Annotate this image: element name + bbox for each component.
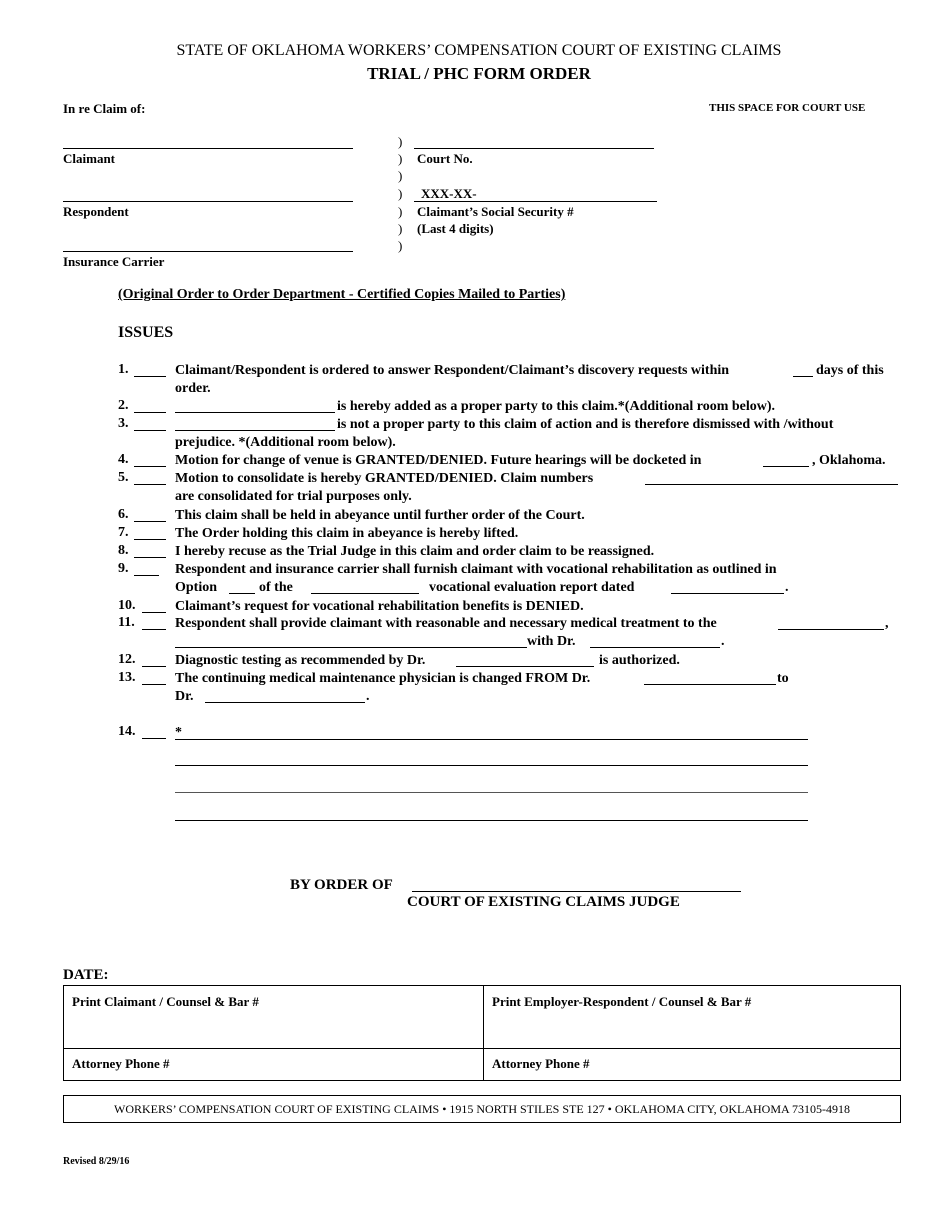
issue-13-check[interactable] [142, 684, 166, 685]
issue-12-text: Diagnostic testing as recommended by Dr. [175, 653, 426, 668]
issue-number: 7. [118, 525, 129, 540]
judge-title: COURT OF EXISTING CLAIMS JUDGE [407, 894, 680, 910]
by-order-label: BY ORDER OF [290, 877, 393, 893]
court-address-footer: WORKERS’ COMPENSATION COURT OF EXISTING CLAIMS • 1915 NORTH STILES STE 127 • OKLAHOMA CITY, OKLAHOMA 73105-4918 [63, 1095, 901, 1123]
additional-room-line-2[interactable] [175, 765, 808, 766]
caption-paren: ) [398, 168, 403, 183]
issue-9-report-label: vocational evaluation report dated [429, 580, 635, 595]
issue-number: 9. [118, 561, 129, 576]
issue-11-provider-field[interactable] [175, 647, 527, 648]
insurance-carrier-field[interactable] [63, 251, 353, 252]
issue-number: 13. [118, 670, 136, 685]
claimant-phone-cell[interactable] [64, 1049, 484, 1081]
issue-1-text-cont: order. [175, 381, 211, 396]
issue-1-text: Claimant/Respondent is ordered to answer Respondent/Claimant’s discovery requests within [175, 363, 730, 378]
respondent-label: Respondent [63, 204, 129, 219]
issue-12-text-end: is authorized. [599, 653, 680, 668]
issue-4-check[interactable] [134, 466, 166, 467]
issue-14-asterisk: * [175, 725, 182, 740]
additional-room-line-1[interactable] [175, 739, 808, 740]
issue-3-text: is not a proper party to this claim of action and is therefore dismissed with /without [337, 417, 834, 432]
issue-number: 4. [118, 452, 129, 467]
issue-9-option-field[interactable] [229, 593, 255, 594]
issue-13-text: The continuing medical maintenance physician is changed FROM Dr. [175, 671, 591, 686]
issue-13-from-doctor-field[interactable] [644, 684, 776, 685]
caption-paren: ) [398, 238, 403, 253]
issue-7-text: The Order holding this claim in abeyance is hereby lifted. [175, 526, 519, 541]
issue-number: 12. [118, 652, 136, 667]
issue-6-check[interactable] [134, 521, 166, 522]
form-title: TRIAL / PHC FORM ORDER [367, 64, 591, 83]
issue-2-check[interactable] [134, 412, 166, 413]
issue-5-text: Motion to consolidate is hereby GRANTED/DENIED. Claim numbers [175, 471, 594, 486]
issue-number: 1. [118, 362, 129, 377]
issue-9-text: Respondent and insurance carrier shall furnish claimant with vocational rehabilitation as outlined in [175, 562, 777, 577]
issue-10-check[interactable] [142, 612, 166, 613]
issue-number: 6. [118, 507, 129, 522]
in-re-label: In re Claim of: [63, 101, 146, 116]
issue-number: 11. [118, 615, 135, 630]
court-no-field[interactable] [414, 148, 654, 149]
issue-1-days-field[interactable] [793, 376, 813, 377]
issue-8-text: I hereby recuse as the Trial Judge in this claim and order claim to be reassigned. [175, 544, 655, 559]
issue-9-check[interactable] [134, 575, 159, 576]
issue-13-dr-label: Dr. [175, 689, 194, 704]
claimant-counsel-cell[interactable] [64, 986, 484, 1049]
issue-11-text: Respondent shall provide claimant with reasonable and necessary medical treatment to the [175, 616, 717, 631]
caption-paren: ) [398, 204, 403, 219]
issue-number: 10. [118, 598, 136, 613]
issue-9-date-field[interactable] [671, 593, 784, 594]
ssn-sub-label: (Last 4 digits) [417, 221, 494, 236]
issue-6-text: This claim shall be held in abeyance until further order of the Court. [175, 508, 585, 523]
court-title: STATE OF OKLAHOMA WORKERS’ COMPENSATION COURT OF EXISTING CLAIMS [176, 42, 782, 59]
additional-room-line-3[interactable] [175, 792, 808, 793]
issue-number: 8. [118, 543, 129, 558]
issue-5-claims-field[interactable] [645, 484, 898, 485]
claimant-phone-label: Attorney Phone # [72, 1056, 170, 1071]
caption-paren: ) [398, 151, 403, 166]
issue-1-check[interactable] [134, 376, 166, 377]
issue-5-text-cont: are consolidated for trial purposes only. [175, 489, 412, 504]
issue-4-venue-field[interactable] [763, 466, 809, 467]
issue-3-check[interactable] [134, 430, 166, 431]
insurance-carrier-label: Insurance Carrier [63, 254, 165, 269]
revised-date: Revised 8/29/16 [63, 1156, 130, 1167]
issue-13-period: . [366, 689, 370, 704]
issue-11-period: . [721, 634, 725, 649]
issue-5-check[interactable] [134, 484, 166, 485]
issue-11-with-dr: with Dr. [527, 634, 576, 649]
additional-room-line-4[interactable] [175, 820, 808, 821]
issue-13-to-doctor-field[interactable] [205, 702, 365, 703]
claimant-field[interactable] [63, 148, 353, 149]
judge-signature-line[interactable] [412, 891, 741, 892]
employer-phone-cell[interactable] [484, 1049, 901, 1081]
issue-2-party-field[interactable] [175, 412, 335, 413]
issue-3-text-cont: prejudice. *(Additional room below). [175, 435, 396, 450]
issue-12-doctor-field[interactable] [456, 666, 594, 667]
issue-3-party-field[interactable] [175, 430, 335, 431]
court-use-label: THIS SPACE FOR COURT USE [709, 102, 866, 114]
issue-10-text: Claimant’s request for vocational rehabilitation benefits is DENIED. [175, 599, 584, 614]
issue-12-check[interactable] [142, 666, 166, 667]
respondent-field[interactable] [63, 201, 353, 202]
issue-14-check[interactable] [142, 738, 166, 739]
counsel-table [63, 985, 901, 1081]
court-no-label: Court No. [417, 151, 473, 166]
claimant-label: Claimant [63, 151, 115, 166]
employer-phone-label: Attorney Phone # [492, 1056, 590, 1071]
issue-4-text: Motion for change of venue is GRANTED/DENIED. Future hearings will be docketed in [175, 453, 702, 468]
date-label: DATE: [63, 967, 109, 983]
employer-counsel-label: Print Employer-Respondent / Counsel & Bar # [492, 994, 752, 1009]
original-order-note: (Original Order to Order Department - Certified Copies Mailed to Parties) [118, 287, 566, 302]
issue-9-evaluator-field[interactable] [311, 593, 419, 594]
issue-9-option-label: Option [175, 580, 218, 595]
issue-number: 2. [118, 398, 129, 413]
issue-number: 14. [118, 724, 136, 739]
caption-paren: ) [398, 221, 403, 236]
caption-paren: ) [398, 134, 403, 149]
ssn-prefix: XXX-XX- [421, 186, 477, 201]
caption-paren: ) [398, 186, 403, 201]
issue-number: 5. [118, 470, 129, 485]
ssn-field[interactable] [414, 201, 657, 202]
employer-counsel-cell[interactable] [484, 986, 901, 1049]
issue-9-period: . [785, 580, 789, 595]
issue-11-body-part-field[interactable] [778, 629, 884, 630]
issue-11-check[interactable] [142, 629, 166, 630]
issue-4-text-end: , Oklahoma. [812, 453, 886, 468]
issues-heading: ISSUES [118, 324, 174, 341]
issue-11-doctor-field[interactable] [590, 647, 720, 648]
claimant-counsel-label: Print Claimant / Counsel & Bar # [72, 994, 259, 1009]
issue-13-to: to [777, 671, 789, 686]
issue-8-check[interactable] [134, 557, 166, 558]
issue-11-comma: , [885, 616, 889, 631]
issue-9-of-the: of the [259, 580, 293, 595]
issue-2-text: is hereby added as a proper party to this claim.*(Additional room below). [337, 399, 776, 414]
issue-7-check[interactable] [134, 539, 166, 540]
issue-1-text-end: days of this [816, 363, 884, 378]
ssn-label: Claimant’s Social Security # [417, 204, 574, 219]
issue-number: 3. [118, 416, 129, 431]
